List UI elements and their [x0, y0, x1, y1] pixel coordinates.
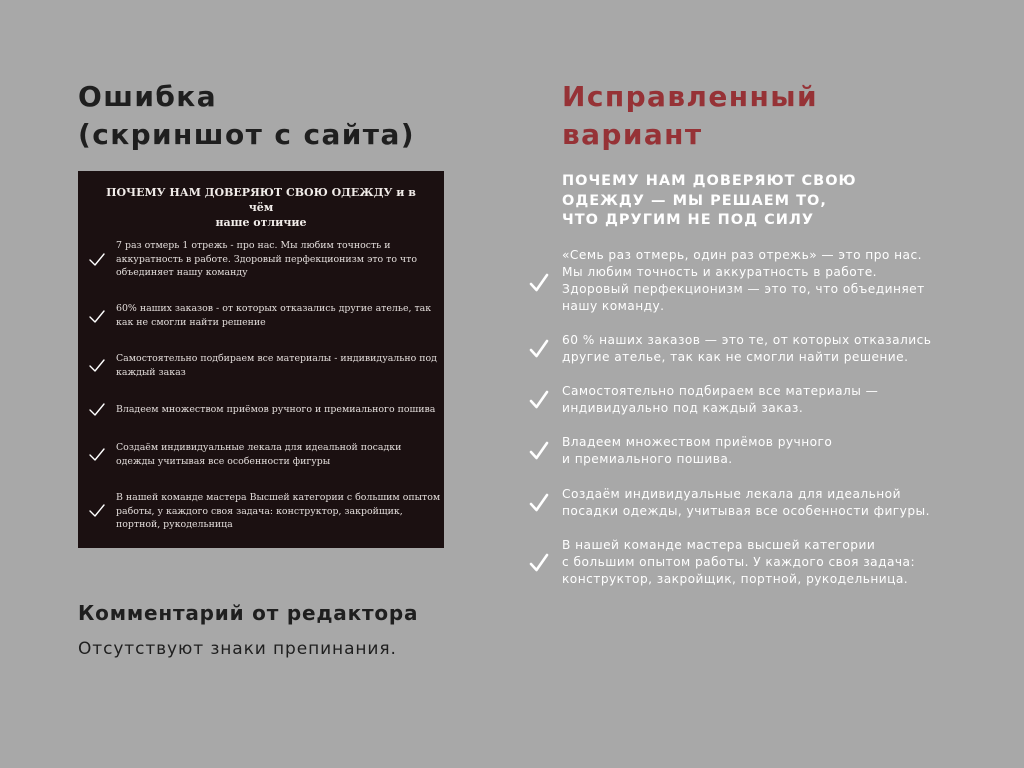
corrected-item-line: другие ателье, так как не смогли найти решение.	[562, 350, 909, 364]
corrected-heading-line: Исправленный	[562, 80, 818, 113]
screenshot-item-text	[116, 352, 437, 379]
screenshot-item-text	[116, 491, 441, 532]
screenshot-item-text	[116, 302, 430, 329]
corrected-item-line: Создаём индивидуальные лекала для идеальной	[562, 487, 901, 501]
check-icon	[88, 357, 106, 375]
corrected-item-text	[562, 486, 1002, 520]
check-icon	[528, 552, 550, 574]
corrected-subtitle-line: ОДЕЖДУ — МЫ РЕШАЕМ ТО,	[562, 192, 827, 209]
corrected-heading	[562, 78, 982, 154]
corrected-item-text	[562, 332, 1002, 366]
corrected-item-text	[562, 247, 1002, 315]
corrected-item-line: Самостоятельно подбираем все материалы —	[562, 384, 879, 398]
corrected-item-line: В нашей команде мастера высшей категории	[562, 538, 876, 552]
site-screenshot	[78, 171, 444, 548]
corrected-item-text	[562, 434, 1002, 468]
screenshot-item-text	[116, 239, 430, 280]
check-icon	[528, 492, 550, 514]
screenshot-item-line: портной, рукодельница	[116, 519, 233, 530]
corrected-subtitle-line: ЧТО ДРУГИМ НЕ ПОД СИЛУ	[562, 212, 815, 228]
corrected-item-line: конструктор, закройщик, портной, рукодельница.	[562, 572, 909, 586]
screenshot-item-line: 7 раз отмерь 1 отрежь - про нас. Мы любим точность и	[116, 240, 391, 251]
corrected-item-line: и премиального пошива.	[562, 452, 733, 466]
screenshot-item-text	[116, 403, 436, 417]
screenshot-title-line: ПОЧЕМУ НАМ ДОВЕРЯЮТ СВОЮ ОДЕЖДУ и в чём	[106, 186, 416, 214]
corrected-heading-line: вариант	[562, 118, 703, 151]
corrected-item-line: Здоровый перфекционизм — это то, что объединяет	[562, 282, 925, 296]
corrected-item-line: нашу команду.	[562, 299, 665, 313]
screenshot-item-line: В нашей команде мастера Высшей категории с большим опытом	[116, 492, 441, 503]
check-icon	[528, 389, 550, 411]
corrected-item-text	[562, 537, 1002, 588]
screenshot-item-line: Владеем множеством приёмов ручного и премиального пошива	[116, 404, 436, 415]
editor-comment-text: Отсутствуют знаки препинания.	[78, 639, 397, 659]
corrected-item-text	[562, 383, 1002, 417]
check-icon	[528, 440, 550, 462]
screenshot-title-line: наше отличие	[215, 216, 307, 229]
corrected-subtitle	[562, 172, 982, 231]
error-heading-line: Ошибка	[78, 80, 218, 113]
corrected-item-line: 60 % наших заказов — это те, от которых отказались	[562, 333, 932, 347]
editor-comment-title: Комментарий от редактора	[78, 601, 419, 625]
screenshot-item-line: одежды учитывая все особенности фигуры	[116, 455, 331, 467]
check-icon	[88, 251, 106, 269]
screenshot-title	[92, 185, 430, 230]
check-icon	[88, 502, 106, 520]
error-heading	[78, 78, 498, 154]
corrected-item-line: индивидуально под каждый заказ.	[562, 401, 804, 415]
check-icon	[528, 338, 550, 360]
screenshot-item-line: Создаём индивидуальные лекала для идеальной посадки	[116, 442, 402, 453]
screenshot-item-line: объединяет нашу команду	[116, 267, 248, 278]
screenshot-item-line: каждый заказ	[116, 366, 186, 378]
screenshot-item-text	[116, 441, 430, 468]
corrected-item-line: посадки одежды, учитывая все особенности фигуры.	[562, 504, 930, 518]
screenshot-item-line: 60% наших заказов - от которых отказались другие ателье, так	[116, 303, 432, 314]
corrected-subtitle-line: ПОЧЕМУ НАМ ДОВЕРЯЮТ СВОЮ	[562, 173, 857, 189]
screenshot-item-line: как не смогли найти решение	[116, 316, 266, 328]
screenshot-item-line: Самостоятельно подбираем все материалы - индивидуально под	[116, 353, 437, 364]
check-icon	[88, 308, 106, 326]
corrected-item-line: Владеем множеством приёмов ручного	[562, 435, 833, 449]
error-heading-line: (скриншот с сайта)	[78, 118, 415, 151]
check-icon	[88, 401, 106, 419]
screenshot-item-line: аккуратность в работе. Здоровый перфекционизм это то что	[116, 253, 417, 265]
check-icon	[528, 272, 550, 294]
corrected-item-line: Мы любим точность и аккуратность в работе.	[562, 265, 877, 279]
screenshot-item-line: работы, у каждого своя задача: конструктор, закройщик,	[116, 505, 403, 517]
corrected-item-line: «Семь раз отмерь, один раз отрежь» — это про нас.	[562, 248, 922, 262]
corrected-item-line: с большим опытом работы. У каждого своя задача:	[562, 555, 916, 569]
check-icon	[88, 446, 106, 464]
